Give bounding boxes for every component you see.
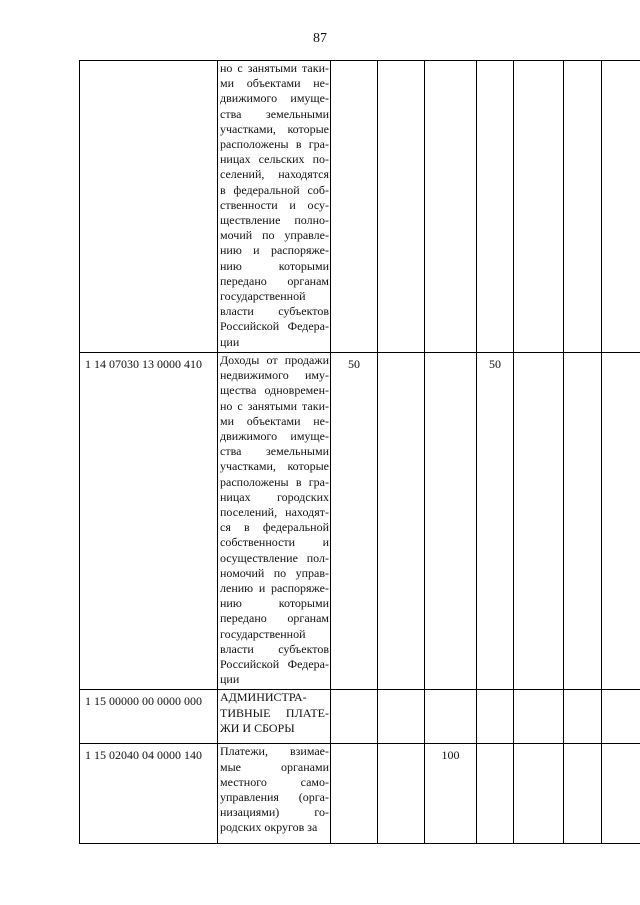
- description-line: Российской Федера-: [220, 319, 329, 334]
- description-line: ницах сельских по-: [220, 152, 329, 167]
- description-line: Доходы от продажи: [220, 353, 329, 367]
- amount-cell: [602, 744, 640, 844]
- description-line: ства земельными: [220, 444, 329, 459]
- description-line: мые органами: [220, 759, 329, 774]
- description-line: движимого имуще-: [220, 91, 329, 106]
- amount-cell: [477, 61, 514, 353]
- description-cell: [218, 690, 331, 744]
- description-line: расположены в гра-: [220, 137, 329, 152]
- description-line: осуществление пол-: [220, 550, 329, 565]
- description-line: родских округов за: [220, 820, 318, 835]
- description-line: управления (орга-: [220, 790, 329, 805]
- description-line: АДМИНИСТРА-: [220, 690, 307, 705]
- amount-cell: [564, 353, 602, 690]
- amount-cell: [514, 61, 564, 353]
- description-line: государственной: [220, 626, 306, 641]
- amount-cell: [378, 61, 425, 353]
- budget-code-cell: 1 15 02040 04 0000 140: [80, 744, 218, 844]
- description-cell: [218, 744, 331, 844]
- description-line: поселений, находят-: [220, 505, 329, 520]
- description-line: власти субъектов: [220, 641, 329, 656]
- description-line: участками, которые: [220, 121, 329, 136]
- description-line: недвижимого иму-: [220, 368, 329, 383]
- amount-cell: [602, 690, 640, 744]
- description-line: Платежи, взимае-: [220, 744, 329, 759]
- description-line: движимого имуще-: [220, 429, 329, 444]
- description-line: нию которыми: [220, 596, 329, 611]
- amount-cell: [331, 744, 378, 844]
- description-line: ТИВНЫЕ ПЛАТЕ-: [220, 705, 329, 720]
- description-line: ся в федеральной: [220, 520, 329, 535]
- table-row: [80, 353, 640, 690]
- description-line: в федеральной соб-: [220, 182, 329, 197]
- description-line: селений, находятся: [220, 167, 329, 182]
- description-line: щества одновремен-: [220, 383, 329, 398]
- description-line: номочий по управ-: [220, 565, 329, 580]
- description-line: Российской Федера-: [220, 657, 329, 672]
- description-line: ницах городских: [220, 489, 329, 504]
- description-line: государственной: [220, 289, 306, 304]
- amount-cell: 50: [331, 353, 378, 690]
- budget-code-cell: 1 15 00000 00 0000 000: [80, 690, 218, 744]
- description-line: ществление полно-: [220, 213, 329, 228]
- amount-cell: 50: [477, 353, 514, 690]
- amount-cell: [564, 690, 602, 744]
- amount-cell: [564, 61, 602, 353]
- budget-code-cell: [80, 61, 218, 353]
- amount-cell: [477, 690, 514, 744]
- description-line: ми объектами не-: [220, 76, 329, 91]
- description-line: нию которыми: [220, 258, 329, 273]
- budget-table: [79, 60, 640, 844]
- description-line: ЖИ И СБОРЫ: [220, 720, 295, 735]
- page-number: 87: [313, 31, 327, 46]
- description-line: участками, которые: [220, 459, 329, 474]
- table-row: [80, 690, 640, 744]
- amount-cell: [378, 744, 425, 844]
- amount-cell: [331, 61, 378, 353]
- amount-cell: [378, 353, 425, 690]
- description-line: но с занятыми таки-: [220, 61, 329, 75]
- table-row: [80, 61, 640, 353]
- amount-cell: [514, 690, 564, 744]
- description-cell: [218, 353, 331, 690]
- amount-cell: [514, 353, 564, 690]
- description-line: мочий по управле-: [220, 228, 329, 243]
- amount-cell: [514, 744, 564, 844]
- amount-cell: [378, 690, 425, 744]
- amount-cell: 100: [425, 744, 477, 844]
- description-line: нию и распоряже-: [220, 243, 329, 258]
- amount-cell: [564, 744, 602, 844]
- description-line: но с занятыми таки-: [220, 398, 329, 413]
- description-line: местного само-: [220, 774, 329, 789]
- description-line: передано органам: [220, 611, 329, 626]
- amount-cell: [602, 353, 640, 690]
- description-line: ства земельными: [220, 106, 329, 121]
- description-line: собственности и: [220, 535, 329, 550]
- description-line: власти субъектов: [220, 304, 329, 319]
- table-row: [80, 744, 640, 844]
- description-line: передано органам: [220, 273, 329, 288]
- amount-cell: [425, 61, 477, 353]
- description-line: ции: [220, 334, 240, 349]
- description-cell: [218, 61, 331, 353]
- description-line: низациями) го-: [220, 805, 329, 820]
- budget-code-cell: 1 14 07030 13 0000 410: [80, 353, 218, 690]
- amount-cell: [425, 690, 477, 744]
- amount-cell: [331, 690, 378, 744]
- amount-cell: [425, 353, 477, 690]
- description-line: лению и распоряже-: [220, 581, 329, 596]
- amount-cell: [477, 744, 514, 844]
- description-line: расположены в гра-: [220, 474, 329, 489]
- description-line: ции: [220, 672, 240, 687]
- description-line: ственности и осу-: [220, 197, 329, 212]
- amount-cell: [602, 61, 640, 353]
- description-line: ми объектами не-: [220, 413, 329, 428]
